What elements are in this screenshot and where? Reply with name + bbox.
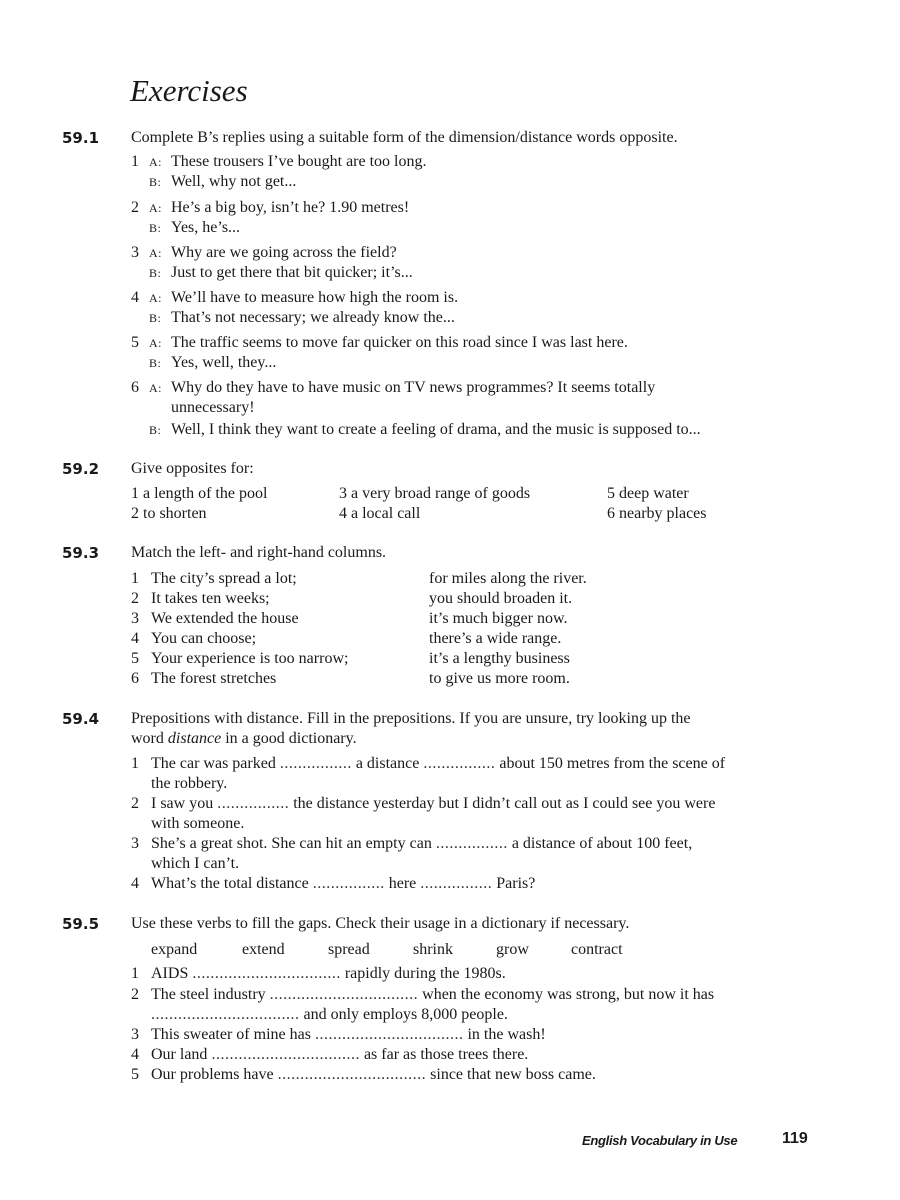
- answer-blank[interactable]: ................: [217, 795, 290, 812]
- gap-fill-sentence: [151, 834, 692, 854]
- right-column-item: for miles along the river.: [429, 570, 587, 587]
- answer-blank[interactable]: .................................: [192, 965, 341, 982]
- speaker-b-label: B:: [149, 423, 162, 437]
- gap-fill-sentence: [151, 1045, 528, 1065]
- item-number: 2: [131, 986, 139, 1003]
- answer-blank[interactable]: .................................: [314, 1026, 464, 1043]
- speaker-a-label: A:: [149, 291, 162, 305]
- exercise-number: 59.2: [62, 460, 100, 478]
- sentence-part: and only employs 8,000 people.: [299, 1006, 508, 1023]
- sentence-part: This sweater of mine has: [151, 1026, 315, 1043]
- item-number: 6: [131, 379, 139, 396]
- dialogue-line-a: He’s a big boy, isn’t he? 1.90 metres!: [171, 199, 410, 216]
- sentence-part: in the wash!: [463, 1026, 546, 1043]
- speaker-b-label: B:: [149, 356, 162, 370]
- speaker-b-label: B:: [149, 266, 162, 280]
- item-number: 3: [131, 835, 139, 852]
- item-number: 2: [131, 199, 139, 216]
- item-number: 2: [131, 795, 139, 812]
- speaker-b-label: B:: [149, 221, 162, 235]
- right-column-item: there’s a wide range.: [429, 630, 562, 647]
- speaker-b-label: B:: [149, 311, 162, 325]
- dialogue-line-b: That’s not necessary; we already know the...: [171, 309, 455, 326]
- left-column-item: The city’s spread a lot;: [151, 570, 297, 587]
- heading-emphasis: distance: [167, 730, 222, 747]
- gap-fill-sentence: [151, 794, 715, 814]
- answer-blank[interactable]: .................................: [277, 1066, 427, 1083]
- item-number: 6: [131, 670, 139, 687]
- item-number: 1: [131, 153, 139, 170]
- speaker-a-label: A:: [149, 381, 162, 395]
- answer-blank[interactable]: ................: [312, 875, 385, 892]
- gap-fill-sentence: [151, 754, 725, 774]
- verb-option: grow: [496, 941, 529, 958]
- list-item: 1 a length of the pool: [131, 485, 268, 502]
- exercise-heading-line-2: [131, 729, 831, 749]
- speaker-a-label: A:: [149, 246, 162, 260]
- verb-option: expand: [151, 941, 198, 958]
- exercise-heading: Match the left- and right-hand columns.: [131, 544, 387, 561]
- item-number: 5: [131, 1066, 139, 1083]
- left-column-item: We extended the house: [151, 610, 299, 627]
- right-column-item: you should broaden it.: [429, 590, 573, 607]
- sentence-continuation: the robbery.: [151, 775, 228, 792]
- left-column-item: It takes ten weeks;: [151, 590, 270, 607]
- sentence-continuation: [151, 1005, 508, 1025]
- right-column-item: to give us more room.: [429, 670, 570, 687]
- answer-blank[interactable]: ................: [420, 875, 493, 892]
- right-column-item: it’s much bigger now.: [429, 610, 568, 627]
- right-column-item: it’s a lengthy business: [429, 650, 570, 667]
- sentence-part: The car was parked: [151, 755, 280, 772]
- list-item: 3 a very broad range of goods: [339, 485, 531, 502]
- page-title: Exercises: [130, 73, 248, 108]
- list-item: 5 deep water: [607, 485, 689, 502]
- dialogue-line-b: Just to get there that bit quicker; it’s...: [171, 264, 413, 281]
- answer-blank[interactable]: ................: [435, 835, 508, 852]
- sentence-part: The steel industry: [151, 986, 270, 1003]
- heading-text: in a good dictionary.: [221, 730, 357, 747]
- verb-option: extend: [242, 941, 285, 958]
- heading-text: word: [131, 730, 168, 747]
- speaker-a-label: A:: [149, 201, 162, 215]
- sentence-continuation: which I can’t.: [151, 855, 240, 872]
- sentence-part: Paris?: [492, 875, 536, 892]
- dialogue-line-a: We’ll have to measure how high the room is.: [171, 289, 459, 306]
- answer-blank[interactable]: .................................: [151, 1006, 300, 1023]
- speaker-b-label: B:: [149, 175, 162, 189]
- sentence-continuation: with someone.: [151, 815, 245, 832]
- item-number: 4: [131, 289, 139, 306]
- item-number: 3: [131, 244, 139, 261]
- sentence-part: Our problems have: [151, 1066, 278, 1083]
- gap-fill-sentence: [151, 874, 535, 894]
- gap-fill-sentence: [151, 964, 506, 984]
- item-number: 3: [131, 610, 139, 627]
- gap-fill-sentence: [151, 1065, 596, 1085]
- item-number: 5: [131, 334, 139, 351]
- list-item: 6 nearby places: [607, 505, 707, 522]
- answer-blank[interactable]: ................: [423, 755, 496, 772]
- list-item: 2 to shorten: [131, 505, 207, 522]
- sentence-part: I saw you: [151, 795, 218, 812]
- dialogue-line-a: The traffic seems to move far quicker on this road since I was last here.: [171, 334, 628, 351]
- speaker-a-label: A:: [149, 155, 162, 169]
- item-number: 4: [131, 630, 139, 647]
- exercise-number: 59.5: [62, 915, 100, 933]
- sentence-part: as far as those trees there.: [359, 1046, 529, 1063]
- exercise-heading: Complete B’s replies using a suitable form of the dimension/distance words opposite.: [131, 129, 678, 146]
- item-number: 5: [131, 650, 139, 667]
- sentence-part: the distance yesterday but I didn’t call out as I could see you were: [289, 795, 716, 812]
- item-number: 3: [131, 1026, 139, 1043]
- left-column-item: Your experience is too narrow;: [151, 650, 349, 667]
- dialogue-line-b: Well, why not get...: [171, 173, 297, 190]
- item-number: 4: [131, 1046, 139, 1063]
- sentence-part: a distance: [351, 755, 424, 772]
- dialogue-line-a: Why do they have to have music on TV news programmes? It seems totally: [171, 379, 656, 396]
- book-title: English Vocabulary in Use: [582, 1133, 738, 1148]
- dialogue-line-a: Why are we going across the field?: [171, 244, 397, 261]
- item-number: 2: [131, 590, 139, 607]
- speaker-a-label: A:: [149, 336, 162, 350]
- answer-blank[interactable]: ................: [279, 755, 352, 772]
- exercise-heading-line-1: Prepositions with distance. Fill in the prepositions. If you are unsure, try looking up the: [131, 710, 691, 727]
- list-item: 4 a local call: [339, 505, 421, 522]
- exercise-heading: Use these verbs to fill the gaps. Check their usage in a dictionary if necessary.: [131, 915, 630, 932]
- sentence-part: here: [384, 875, 421, 892]
- sentence-part: since that new boss came.: [426, 1066, 596, 1083]
- dialogue-line-b: Yes, well, they...: [171, 354, 277, 371]
- sentence-part: AIDS: [151, 965, 193, 982]
- exercise-number: 59.1: [62, 129, 100, 147]
- item-number: 1: [131, 755, 139, 772]
- dialogue-line-b: Yes, he’s...: [171, 219, 241, 236]
- verb-option: spread: [328, 941, 370, 958]
- sentence-part: What’s the total distance: [151, 875, 313, 892]
- answer-blank[interactable]: .................................: [211, 1046, 360, 1063]
- item-number: 1: [131, 965, 139, 982]
- dialogue-line-a-continued: unnecessary!: [171, 399, 255, 416]
- item-number: 1: [131, 570, 139, 587]
- left-column-item: You can choose;: [151, 630, 257, 647]
- gap-fill-sentence: [151, 985, 714, 1005]
- answer-blank[interactable]: .................................: [269, 986, 419, 1003]
- verb-option: contract: [571, 941, 623, 958]
- exercise-heading: Give opposites for:: [131, 460, 254, 477]
- dialogue-line-a: These trousers I’ve bought are too long.: [171, 153, 427, 170]
- exercise-number: 59.3: [62, 544, 100, 562]
- sentence-part: Our land: [151, 1046, 212, 1063]
- sentence-part: She’s a great shot. She can hit an empty can: [151, 835, 436, 852]
- item-number: 4: [131, 875, 139, 892]
- dialogue-line-b: Well, I think they want to create a feeling of drama, and the music is supposed to...: [171, 421, 701, 438]
- page-number: 119: [782, 1130, 808, 1147]
- sentence-part: about 150 metres from the scene of: [495, 755, 726, 772]
- exercise-number: 59.4: [62, 710, 100, 728]
- verb-option: shrink: [413, 941, 453, 958]
- left-column-item: The forest stretches: [151, 670, 277, 687]
- sentence-part: when the economy was strong, but now it has: [418, 986, 715, 1003]
- sentence-part: rapidly during the 1980s.: [340, 965, 506, 982]
- gap-fill-sentence: [151, 1025, 546, 1045]
- sentence-part: a distance of about 100 feet,: [507, 835, 693, 852]
